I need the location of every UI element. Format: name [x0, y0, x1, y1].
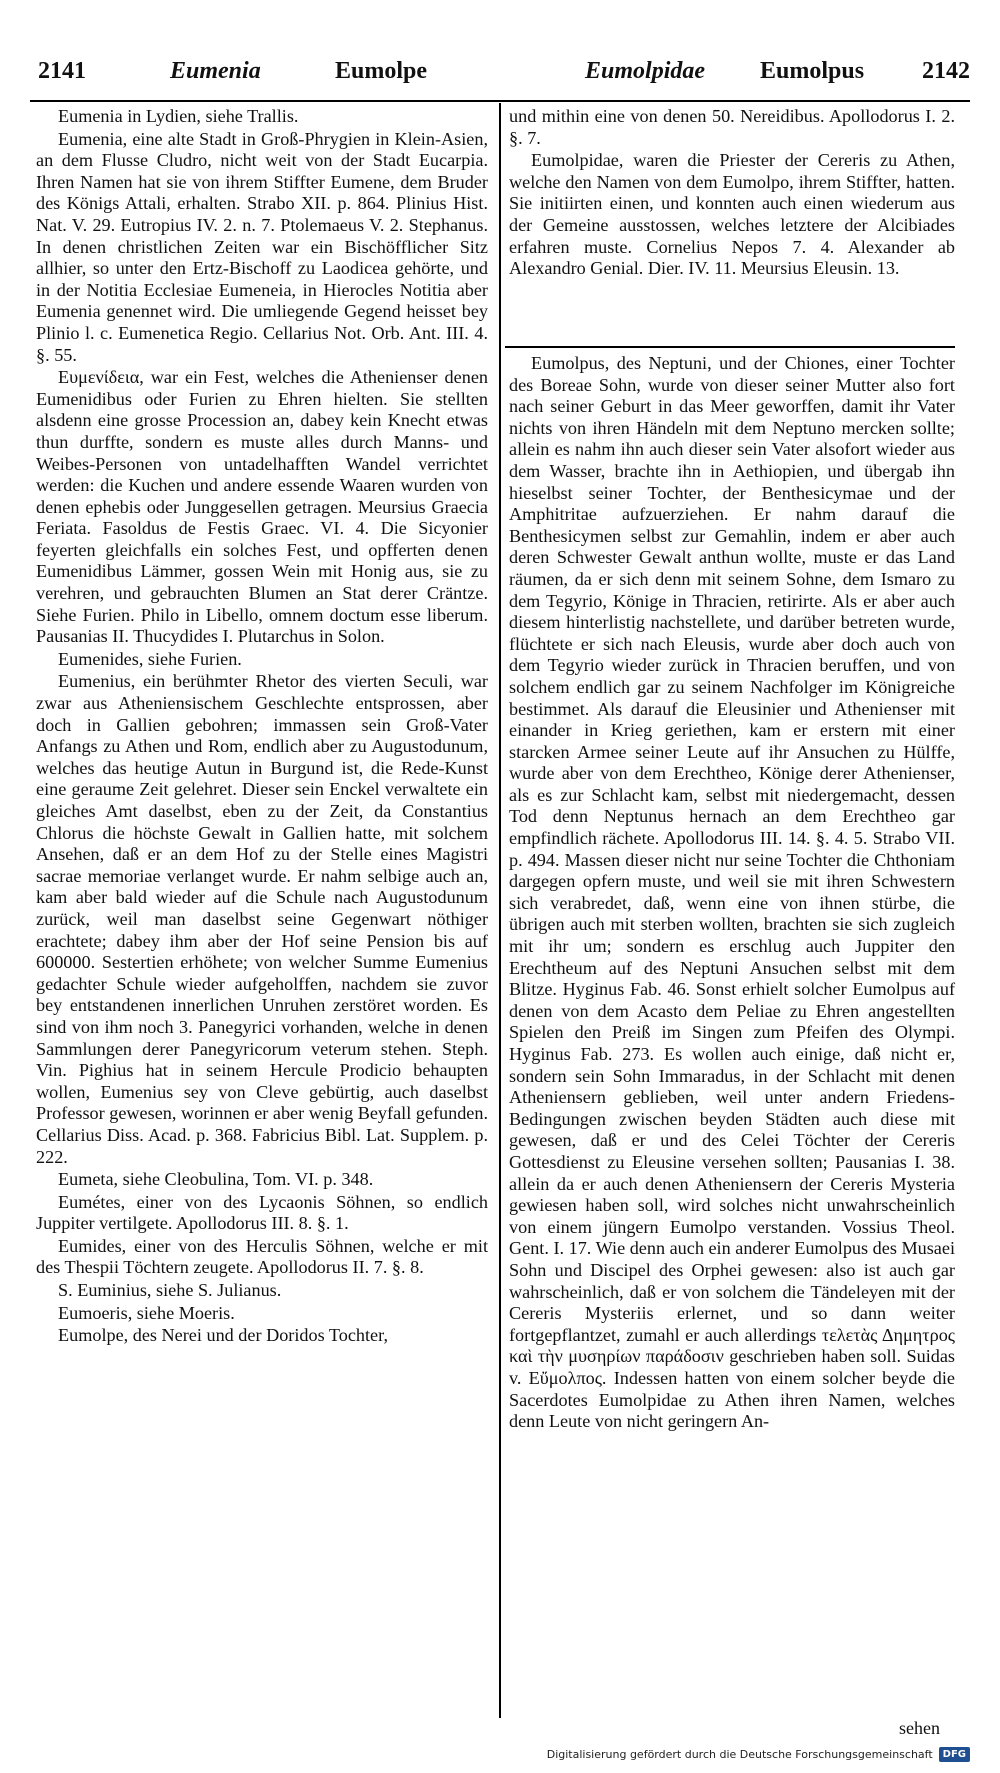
- entry-eumides: Eumides, einer von des Herculis Söhnen, welche er mit des Thespii Töchtern zeugete. Apollodorus II. 7. §. 8.: [36, 1235, 488, 1278]
- header-rule: [30, 100, 970, 102]
- left-page-number: 2141: [38, 58, 86, 84]
- right-column-bottom: [509, 353, 955, 1433]
- running-header: [30, 58, 970, 98]
- entry-separator-rule: [505, 346, 955, 348]
- catchword: sehen: [899, 1718, 940, 1738]
- digitization-footer: [547, 1743, 970, 1765]
- entry-eumolpe: Eumolpe, des Nerei und der Doridos Tochter,: [58, 1325, 389, 1346]
- entry-eumenides: Eumenides, siehe Furien.: [58, 648, 242, 669]
- entry-eumenideia: Ευμενίδεια, war ein Fest, welches die Athenienser denen Eumenidibus oder Furien zu Ehren hielten. Sie stellten alsdenn eine grosse Procession an, dabey kein Knecht etwas thun durffte, sondern es muste alles durch Manns- und Weibes-Personen von untadelhafften Wandel verrichtet werden: die Kuchen und andere essende Waaren wurden von denen ephebis oder Junggesellen getragen. Meursius Graecia Feriata. Fasoldus de Festis Graec. VI. 4. Die Sicyonier feyerten gleichfalls ein solches Fest, und opfferten denen Eumenidibus Lämmer, gossen Wein mit Honig aus, sie zu verehren, und gebrauchten Blumen an Stat derer Cräntze. Siehe Furien. Philo in Libello, omnem doctum esse liberum. Pausanias II. Thucydides I. Plutarchus in Solon.: [36, 367, 488, 647]
- entry-eumeta: Eumeta, siehe Cleobulina, Tom. VI. p. 348.: [58, 1169, 374, 1190]
- footer-credit: Digitalisierung gefördert durch die Deutsche Forschungsgemeinschaft: [546, 1747, 933, 1761]
- entry-eumoeris: Eumoeris, siehe Moeris.: [58, 1302, 235, 1323]
- entry-eumetes: Eumétes, einer von des Lycaonis Söhnen, so endlich Juppiter vertilgete. Apollodorus III. 8. §. 1.: [36, 1191, 488, 1234]
- left-column: [36, 106, 488, 1347]
- entry-eumenius: Eumenius, ein berühmter Rhetor des vierten Seculi, war zwar aus Atheniensischem Geschlechte entsprossen, aber doch in Gallien gebohren; immassen sein Groß-Vater Anfangs zu Athen und Rom, endlich aber zu Augustodunum, welches das heutige Autun in Burgund ist, die Rede-Kunst eine geraume Zeit gelehret. Dieser sein Enckel verwaltete ein gleiches Amt daselbst, eben zu der Zeit, da Constantius Chlorus die höchste Gewalt in Gallien hatte, mit solchem Ansehen, daß er an dem Hof zu der Stelle eines Magistri sacrae memoriae verlanget wurde. Er nahm selbige auch an, kam aber bald wieder auf die Schule nach Augustodunum zurück, weil man daselbst seine Gegenwart nöthiger erachtete; dabey ihm aber der Hof seine Pension bis auf 600000. Sestertien erhöhete; von welcher Summe Eumenius gedachter Schule wieder aufgeholffen, nachdem sie zuvor bey entstandenen innerlichen Unruhen zerstöret worden. Es sind von ihm noch 3. Panegyrici vorhanden, welche in denen Sammlungen derer Panegyricorum veterum stehen. Steph. Vin. Pighius hat in seinem Hercule Prodicio behaupten wollen, Eumenius sey von Cleve gebürtig, auch daselbst Professor gewesen, worinnen er aber wenig Beyfall gefunden. Cellarius Diss. Acad. p. 368. Fabricius Bibl. Lat. Supplem. p. 222.: [36, 671, 489, 1167]
- entry-eumolpe-continued: und mithin eine von denen 50. Nereidibus. Apollodorus I. 2. §. 7.: [509, 106, 955, 148]
- right-header-word-first: Eumolpidae: [585, 58, 706, 84]
- left-header-word-last: Eumolpe: [335, 58, 428, 84]
- column-divider: [499, 103, 501, 1718]
- right-column-top: [509, 106, 955, 280]
- entry-eumolpidae: Eumolpidae, waren die Priester der Cereris zu Athen, welche den Namen von dem Eumolpo, ihrem Stiffter, hatten. Sie initiirten einen, und konnten auch einen wiederum aus der Gemeine ausstossen, welches letztere der Alcibiades erfahren muste. Cornelius Nepos 7. 4. Alexander ab Alexandro Genial. Dier. IV. 11. Meursius Eleusin. 13.: [509, 150, 955, 279]
- right-page-number: 2142: [922, 58, 970, 84]
- dfg-logo-icon: DFG: [939, 1747, 970, 1762]
- left-header-word-first: Eumenia: [170, 58, 261, 84]
- entry-euminius: S. Euminius, siehe S. Julianus.: [58, 1280, 282, 1301]
- entry-eumenia-lydien: Eumenia in Lydien, siehe Trallis.: [58, 106, 299, 126]
- right-header-word-last: Eumolpus: [760, 58, 865, 84]
- entry-eumenia: Eumenia, eine alte Stadt in Groß-Phrygien in Klein-Asien, an dem Flusse Cludro, nicht weit von der Stadt Eucarpia. Ihren Namen hat sie von ihrem Stiffter Eumene, dem Bruder des Königs Attali, erhalten. Strabo XII. p. 864. Plinius Hist. Nat. V. 29. Eutropius IV. 2. n. 7. Ptolemaeus V. 2. Stephanus. In denen christlichen Zeiten war ein Bischöfflicher Sitz allhier, so unter den Ertz-Bischoff zu Laodicea gehörte, und in der Notitia Ecclesiae Eumeneia, in Hierocles Notitia aber Eumenia genennet wird. Die umliegende Gegend heisset bey Plinio l. c. Eumenetica Regio. Cellarius Not. Orb. Ant. III. 4. §. 55.: [36, 128, 488, 365]
- entry-eumolpus: Eumolpus, des Neptuni, und der Chiones, einer Tochter des Boreae Sohn, wurde von dieser seiner Mutter also fort nach seiner Geburt in das Meer geworffen, damit ihr Vater nichts von ihren Händeln mit dem Neptuno mercken sollte; allein es nahm ihn auch dieser sein Vater alsofort wieder aus dem Wasser, brachte ihn in Aethiopien, und übergab ihn hieselbst seiner Tochter, der Benthesicymae und der Amphitritae aufzuerziehen. Er nahm darauf die Benthesicymen selbst zur Gemahlin, indem er aber auch deren Schwester Gewalt anthun wollte, muste er das Land räumen, da er sich denn mit seinem Sohne, dem Ismaro zu dem Tegyrio, Könige in Thracien, retirirte. Als er aber auch diesem hinterlistig nachstellete, und darüber betreten wurde, flüchtete er sich nach Eleusis, wurde aber doch auch von dem Tegyrio wieder zurück in Thracien beruffen, und von solchem endlich gar zu seinem Nachfolger im Königreiche bestimmet. Als darauf die Eleusinier und Athenienser mit einander in Krieg geriethen, kam er erstern mit einer starcken Armee seiner Leute auf ihr Ansuchen zu Hülffe, wurde aber von dem Erechtheo, Könige derer Athenienser, als es zur Schlacht kam, selbst mit niedergemacht, dessen Tod denn Neptunus hernach an dem Erechtheo gar empfindlich rächete. Apollodorus III. 14. §. 4. 5. Strabo VII. p. 494. Massen dieser nicht nur seine Tochter die Chthoniam dargegen opfern muste, und weil sie mit ihren Schwestern sich verabredet, daß, wenn eine von ihnen stürbe, die übrigen auch mit sterben wollten, brachten sie sich zugleich mit ihr um; sondern es erschlug auch Juppiter den Erechtheum auf des Neptuni Ansuchen selbst mit dem Blitze. Hyginus Fab. 46. Sonst erhielt solcher Eumolpus auf denen von dem Acasto dem Peliae zu Ehren angestellten Spielen den Preiß im Singen zum Pfeifen des Olympi. Hyginus Fab. 273. Es wollen auch einige, daß nicht er, sondern sein Sohn Immaradus, in der Schlacht mit denen Atheniensern geblieben, weil unter andern Friedens-Bedingungen zwischen beyden Städten auch diese mit gewesen, daß er und des Celei Töchter der Cereris Gottesdienst zu Eleusine versehen sollten; Pausanias I. 38. allein da er auch denen Atheniensern der Cereris Mysteria gewiesen haben soll, wird solches nicht unwahrscheinlich von einem jüngern Eumolpo verstanden. Vossius Theol. Gent. I. 17. Wie denn auch ein anderer Eumolpus des Musaei Sohn und Discipel des Orphei gewesen: also ist auch gar wahrscheinlich, daß er von solchem die Tändeleyen mit der Cereris Mysteriis erlernet, und so dann weiter fortgepflantzet, zumahl er auch allerdings τελετὰς Δημητρος καὶ τὴν μυσηρίων παράδοσιν geschrieben haben soll. Suidas v. Εὔμολπος. Indessen hatten von einem solcher beyde die Sacerdotes Eumolpidae zu Athen ihren Namen, welches denn Leute von nicht geringern An-: [509, 353, 955, 1432]
